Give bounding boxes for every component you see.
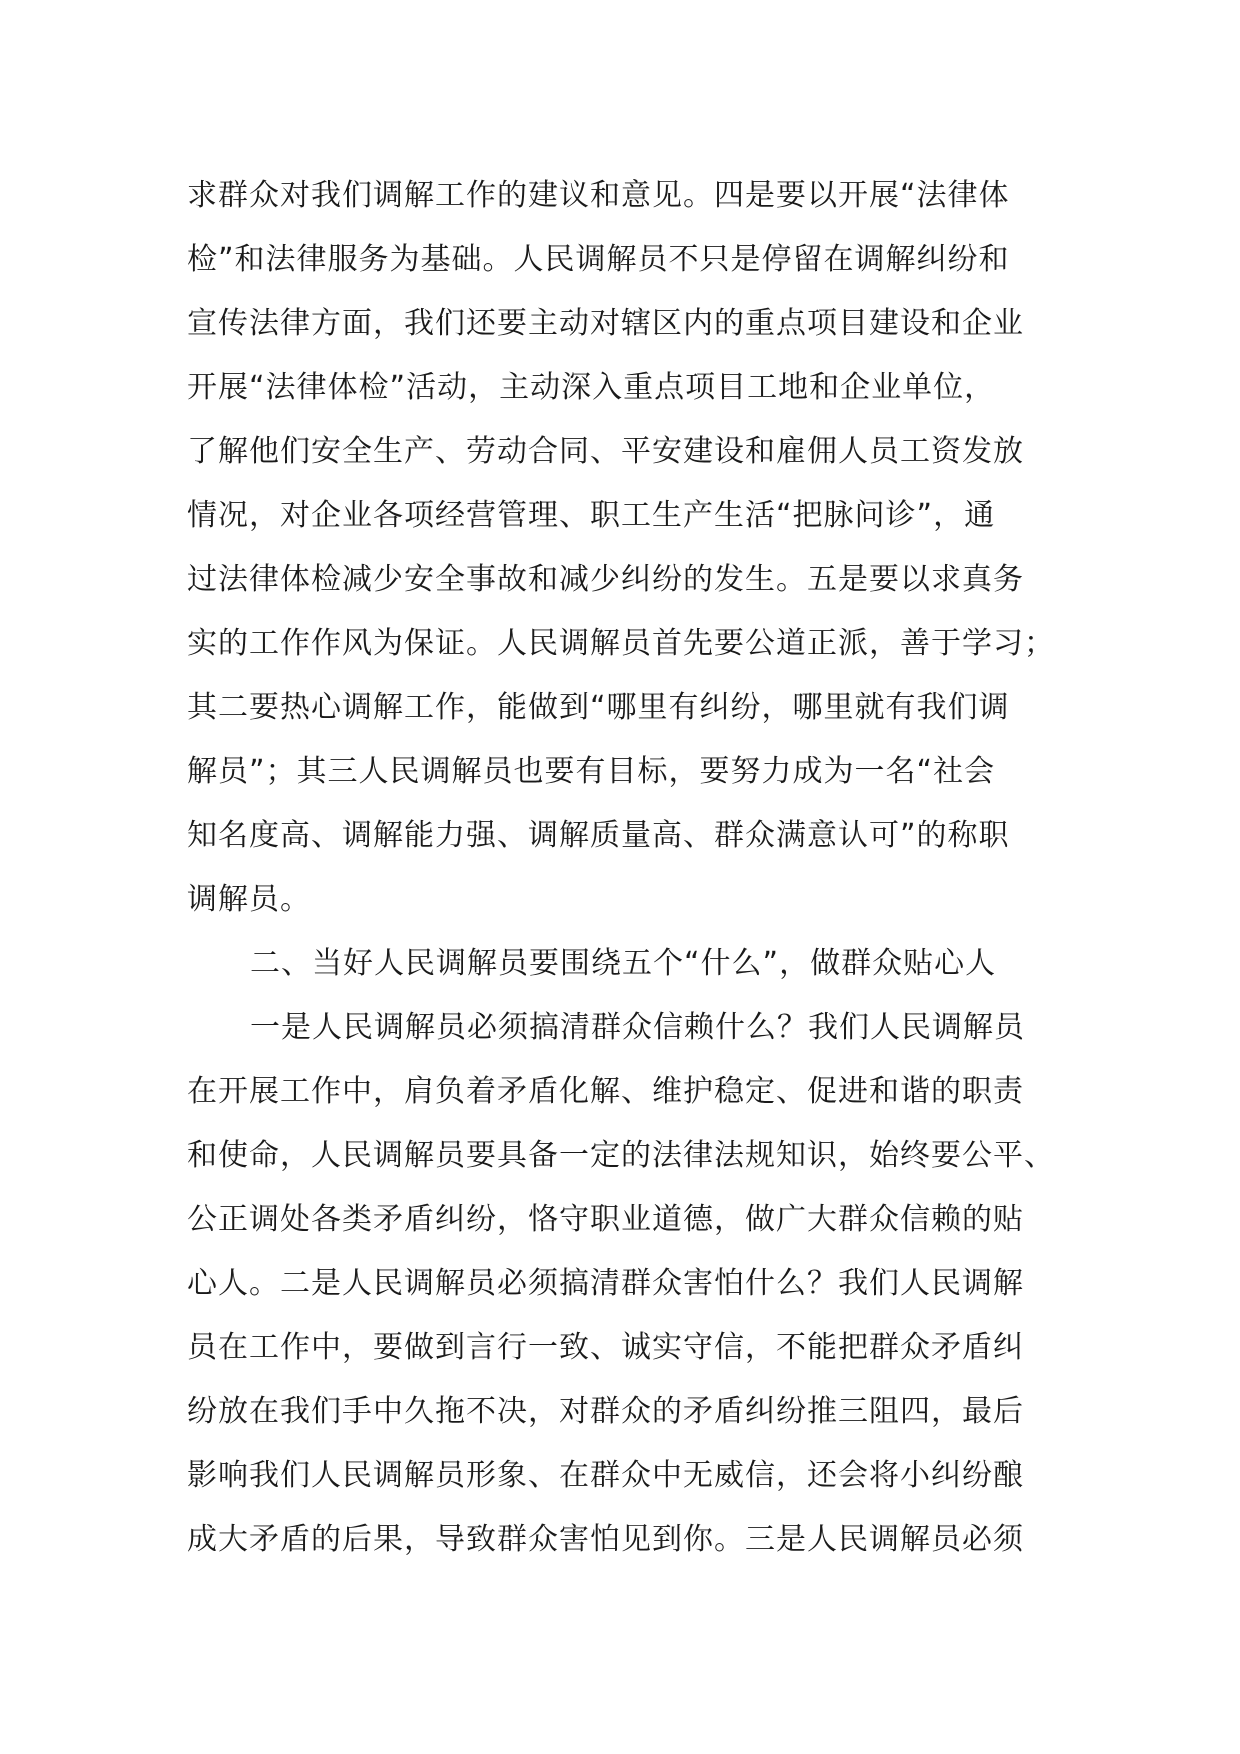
- text-line: 解员”；其三人民调解员也要有目标，要努力成为一名“社会: [187, 754, 996, 789]
- text-line: 在开展工作中，肩负着矛盾化解、维护稳定、促进和谐的职责: [187, 1074, 1024, 1109]
- text-line: 情况，对企业各项经营管理、职工生产生活“把脉问诊”，通: [187, 498, 996, 533]
- text-line: 宣传法律方面，我们还要主动对辖区内的重点项目建设和企业: [187, 306, 1024, 341]
- text-line: 知名度高、调解能力强、调解质量高、群众满意认可”的称职: [187, 818, 1010, 853]
- text-line: 检”和法律服务为基础。人民调解员不只是停留在调解纠纷和: [187, 242, 1010, 277]
- text-line: 员在工作中，要做到言行一致、诚实守信，不能把群众矛盾纠: [187, 1330, 1024, 1365]
- text-line: 开展“法律体检”活动，主动深入重点项目工地和企业单位，: [187, 370, 996, 405]
- text-line: 了解他们安全生产、劳动合同、平安建设和雇佣人员工资发放: [187, 434, 1024, 469]
- text-line: 一是人民调解员必须搞清群众信赖什么？我们人民调解员: [250, 1010, 1025, 1045]
- text-line: 过法律体检减少安全事故和减少纠纷的发生。五是要以求真务: [187, 562, 1024, 597]
- text-line: 实的工作作风为保证。人民调解员首先要公道正派，善于学习；: [187, 626, 1055, 661]
- text-line: 影响我们人民调解员形象、在群众中无威信，还会将小纠纷酿: [187, 1458, 1024, 1493]
- text-line: 调解员。: [187, 882, 311, 917]
- text-line: 其二要热心调解工作，能做到“哪里有纠纷，哪里就有我们调: [187, 690, 1010, 725]
- text-line: 和使命，人民调解员要具备一定的法律法规知识，始终要公平、: [187, 1138, 1055, 1173]
- text-line: 心人。二是人民调解员必须搞清群众害怕什么？我们人民调解: [187, 1266, 1024, 1301]
- text-line: 成大矛盾的后果，导致群众害怕见到你。三是人民调解员必须: [187, 1522, 1024, 1557]
- text-line: 公正调处各类矛盾纠纷，恪守职业道德，做广大群众信赖的贴: [187, 1202, 1024, 1237]
- section-heading: 二、当好人民调解员要围绕五个“什么”，做群众贴心人: [250, 946, 997, 981]
- text-line: 纷放在我们手中久拖不决，对群众的矛盾纠纷推三阻四，最后: [187, 1394, 1024, 1429]
- text-line: 求群众对我们调解工作的建议和意见。四是要以开展“法律体: [187, 178, 1010, 213]
